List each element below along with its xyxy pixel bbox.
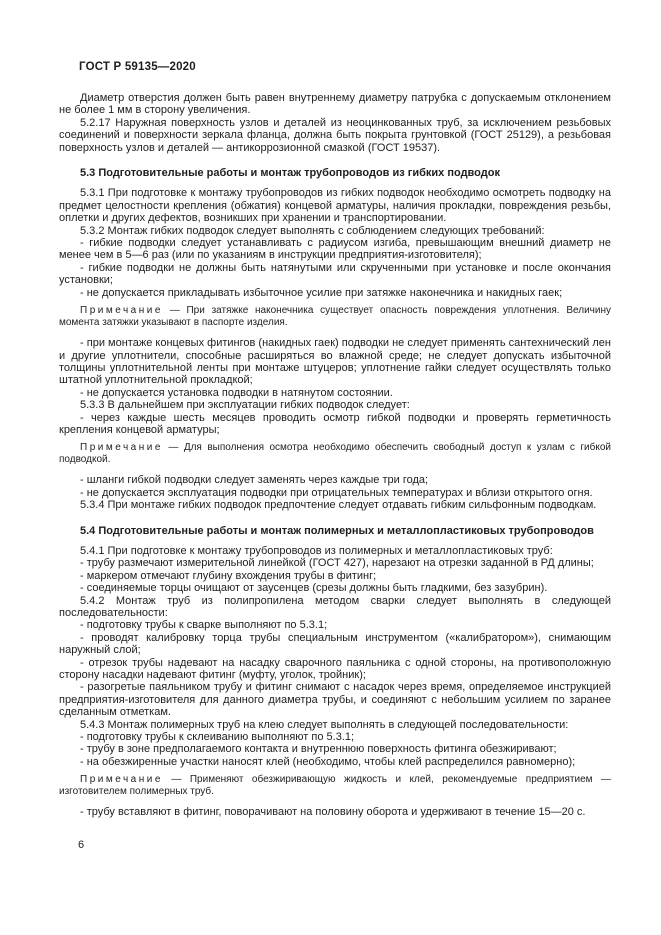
note-text: — Применяют обезжиривающую жидкость и клей, рекомендуемые предприятием — изготовителем полимерных труб.: [59, 774, 611, 797]
note-label: Примечание: [80, 442, 163, 454]
list-item: - не допускается прикладывать избыточное усилие при затяжке наконечника и накидных гаек;: [80, 286, 563, 299]
page-number: 6: [78, 839, 85, 851]
paragraph: 5.3.3 В дальнейшем при эксплуатации гибких подводок следует:: [80, 399, 410, 412]
paragraph: 5.4.3 Монтаж полимерных труб на клею следует выполнять в следующей последовательности:: [80, 718, 569, 731]
list-item: - подготовку трубы к склеиванию выполняют по 5.3.1;: [80, 731, 355, 744]
section-heading-5-3: 5.3 Подготовительные работы и монтаж трубопроводов из гибких подводок: [80, 167, 500, 180]
list-item: - шланги гибкой подводки следует заменять через каждые три года;: [80, 474, 429, 487]
list-item: - соединяемые торцы очищают от заусенцев (срезы должны быть гладкими, без зазубрин).: [80, 582, 548, 595]
note-text: — При затяжке наконечника существует опасность повреждения уплотнения. Величину момента затяжки указывают в паспорте изделия.: [59, 305, 612, 328]
list-item: - трубу в зоне предполагаемого контакта и внутреннюю поверхность фитинга обезжиривают;: [80, 743, 557, 756]
document-body: [59, 92, 611, 819]
paragraph: 5.3.1 При подготовке к монтажу трубопроводов из гибких подводок необходимо осмотреть подводку на предмет целостности крепления (обжатия) концевой арматуры, наличия прокладки, повреждения резьбы, оплетки и других дефектов, возникших при хранении и транспортировании.: [59, 187, 611, 225]
running-header-document-code: ГОСТ Р 59135—2020: [79, 61, 196, 73]
note-label: Примечание: [80, 774, 163, 786]
list-item: - отрезок трубы надевают на насадку сварочного паяльника с одной стороны, на противоположную сторону насадки надевают фитинг (муфту, уголок, тройник);: [59, 656, 611, 682]
list-item: - не допускается установка подводки в натянутом состоянии.: [80, 386, 393, 399]
paragraph: 5.2.17 Наружная поверхность узлов и деталей из неоцинкованных труб, за исключением резьбовых соединений и поверхности зеркала фланца, должна быть покрыта грунтовкой (ГОСТ 25129), а резьбовая поверхность узлов и деталей — антикоррозионной смазкой (ГОСТ 19537).: [59, 116, 611, 154]
note-label: Примечание: [80, 305, 163, 317]
list-item: - трубу вставляют в фитинг, поворачивают на половину оборота и удерживают в течение 15—20 с.: [80, 806, 586, 819]
note-paragraph: [59, 774, 611, 797]
list-item: - подготовку трубы к сварке выполняют по 5.3.1;: [80, 619, 328, 632]
note-text: — Для выполнения осмотра необходимо обеспечить свободный доступ к узлам с гибкой подводкой.: [59, 442, 611, 465]
list-item: - гибкие подводки следует устанавливать с радиусом изгиба, превышающим внешний диаметр не менее чем в 5—6 раз (или по указаниям в инструкции предприятия-изготовителя);: [59, 237, 611, 262]
note-paragraph: [59, 442, 611, 465]
list-item: - на обезжиренные участки наносят клей (необходимо, чтобы клей распределился равномерно);: [80, 755, 576, 768]
list-item: - при монтаже концевых фитингов (накидных гаек) подводки не следует применять сантехнический лен и другие уплотнители, способные расширяться во влажной среде; не следует допускать избыточной толщины уплотнительной ленты при монтаже штуцеров; уплотнение гайки следует осуществлять только штатной уплотнительной прокладкой;: [59, 337, 611, 387]
list-item: - не допускается эксплуатация подводки при отрицательных температурах и вблизи открытого огня.: [80, 486, 593, 499]
paragraph: 5.4.2 Монтаж труб из полипропилена методом сварки следует выполнять в следующей последовательности:: [59, 594, 611, 619]
list-item: - через каждые шесть месяцев проводить осмотр гибкой подводки и проверять герметичность крепления концевой арматуры;: [59, 411, 611, 436]
list-item: - проводят калибровку торца трубы специальным инструментом («калибратором»), снимающим наружный слой;: [59, 631, 611, 657]
paragraph: 5.4.1 При подготовке к монтажу трубопроводов из полимерных и металлопластиковых труб:: [80, 544, 553, 557]
list-item: - трубу размечают измерительной линейкой (ГОСТ 427), нарезают на отрезки заданной в РД длины;: [80, 557, 594, 570]
list-item: - гибкие подводки не должны быть натянутыми или скрученными при установке и после окончания установки;: [59, 261, 611, 287]
section-heading-5-4: 5.4 Подготовительные работы и монтаж полимерных и металлопластиковых трубопроводов: [80, 524, 594, 537]
list-item: - маркером отмечают глубину вхождения трубы в фитинг;: [80, 569, 377, 582]
note-paragraph: [59, 305, 611, 328]
paragraph: 5.3.4 При монтаже гибких подводок предпочтение следует отдавать гибким сильфонным подводкам.: [80, 499, 597, 512]
list-item: - разогретые паяльником трубу и фитинг снимают с насадок через время, определяемое инструкцией предприятия-изготовителя для данного диаметра трубы, и соединяют с небольшим усилием по заранее сделанным отметкам.: [59, 681, 611, 719]
paragraph: 5.3.2 Монтаж гибких подводок следует выполнять с соблюдением следующих требований:: [80, 224, 545, 237]
paragraph: Диаметр отверстия должен быть равен внутреннему диаметру патрубка с допускаемым отклонением не более 1 мм в сторону увеличения.: [59, 92, 611, 117]
